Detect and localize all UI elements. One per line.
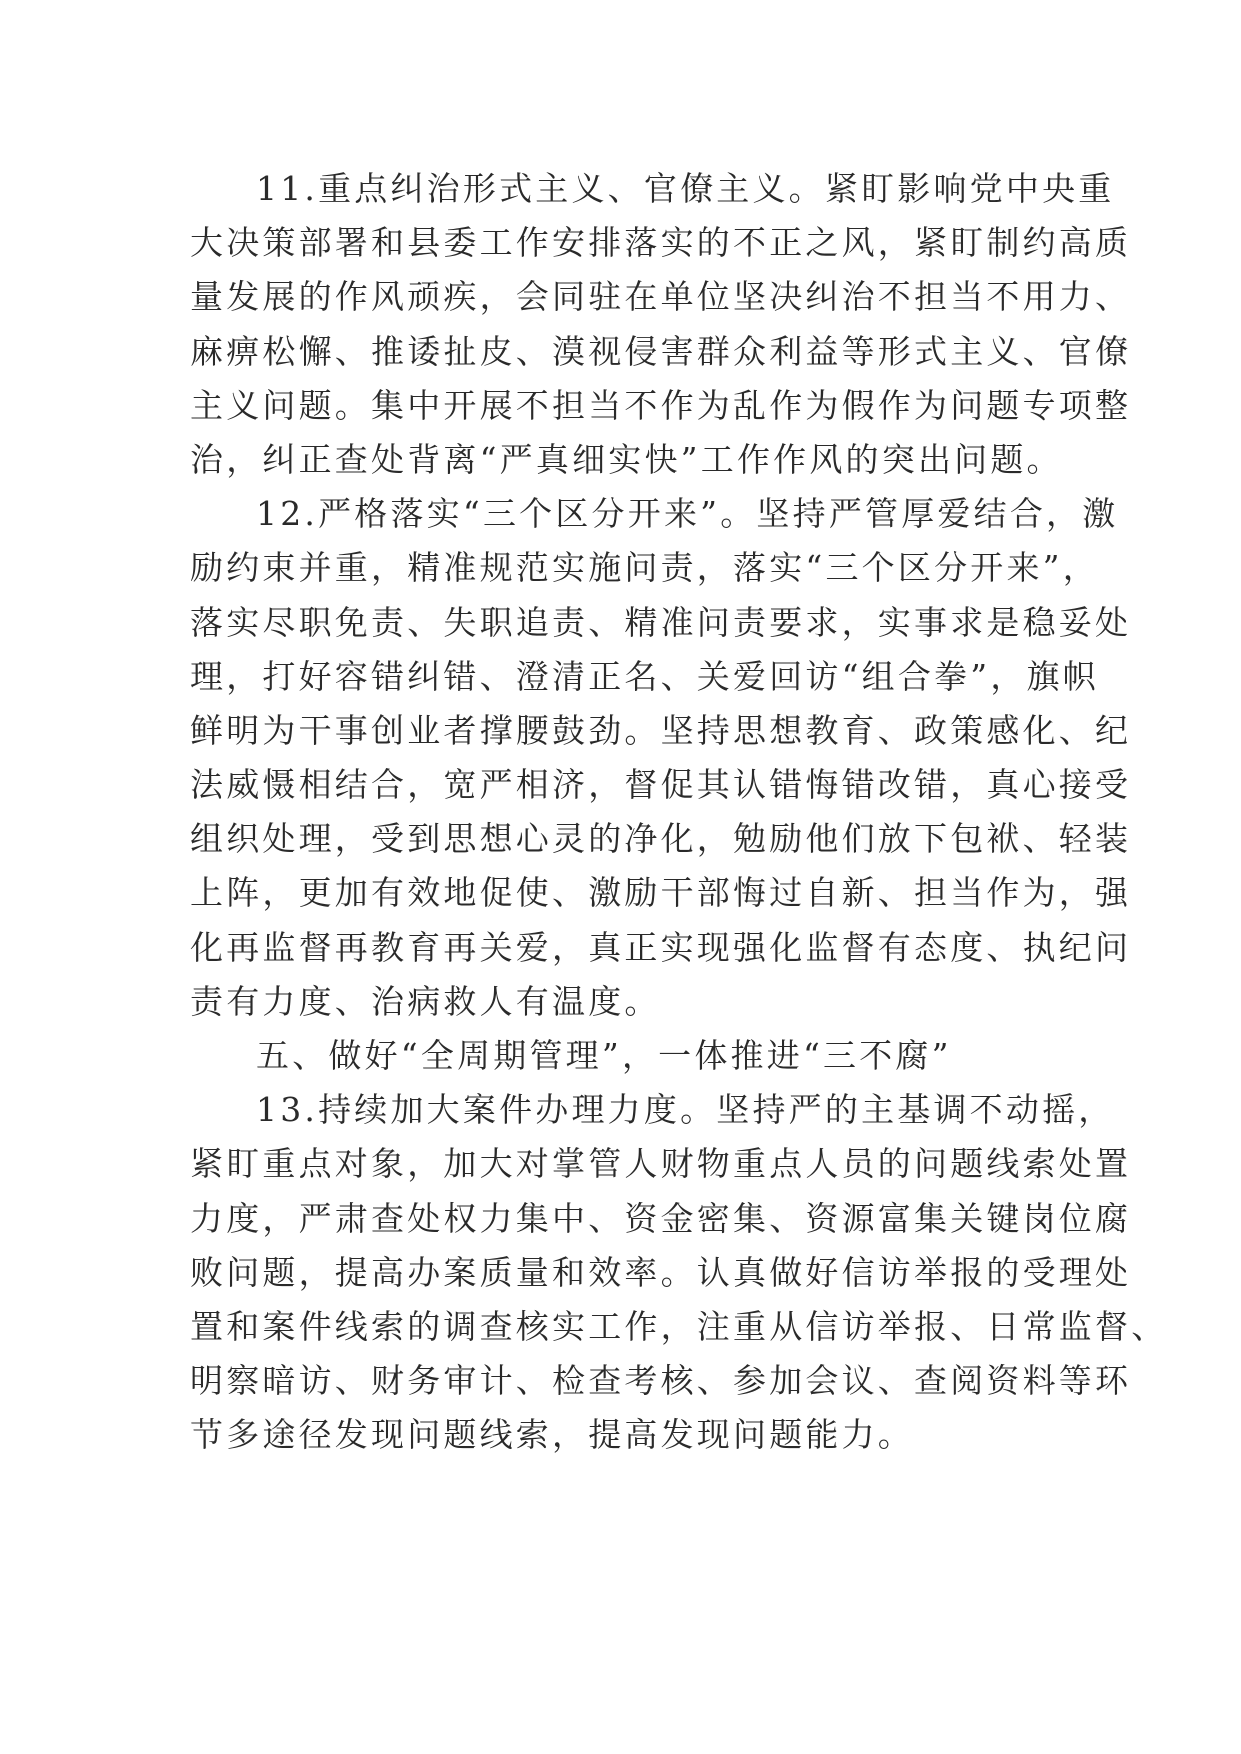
text-line: 麻痹松懈、推诿扯皮、漠视侵害群众利益等形式主义、官僚 [190,331,1132,371]
text-line: 法威慑相结合，宽严相济，督促其认错悔错改错，真心接受 [190,765,1132,805]
text-line: 责有力度、治病救人有温度。 [190,981,661,1021]
text-line: 理，打好容错纠错、澄清正名、关爱回访“组合拳”，旗帜 [190,656,1099,696]
section-heading: 五、做好“全周期管理”，一体推进“三不腐” [256,1036,952,1075]
text-line: 治，纠正查处背离“严真细实快”工作作风的突出问题。 [190,439,1063,479]
text-line: 落实尽职免责、失职追责、精准问责要求，实事求是稳妥处 [190,602,1132,642]
text-line: 上阵，更加有效地促使、激励干部悔过自新、担当作为，强 [190,873,1132,913]
paragraph-12-title-line: 12.严格落实“三个区分开来”。坚持严管厚爱结合，激 [256,494,1119,534]
text-line: 节多途径发现问题线索，提高发现问题能力。 [190,1415,914,1455]
paragraph-11-title-line: 11.重点纠治形式主义、官僚主义。紧盯影响党中央重 [256,169,1115,208]
text-line: 紧盯重点对象，加大对掌管人财物重点人员的问题线索处置 [190,1144,1132,1184]
text-line: 败问题，提高办案质量和效率。认真做好信访举报的受理处 [190,1252,1132,1292]
text-line: 明察暗访、财务审计、检查考核、参加会议、查阅资料等环 [190,1361,1132,1401]
text-line: 鲜明为干事创业者撑腰鼓劲。坚持思想教育、政策感化、纪 [190,710,1132,750]
paragraph-13-title-line: 13.持续加大案件办理力度。坚持严的主基调不动摇， [256,1090,1115,1130]
document-body [190,162,1168,1463]
text-line: 大决策部署和县委工作安排落实的不正之风，紧盯制约高质 [190,223,1132,263]
text-line: 组织处理，受到思想心灵的净化，勉励他们放下包袱、轻装 [190,819,1132,859]
text-line: 化再监督再教育再关爱，真正实现强化监督有态度、执纪问 [190,927,1132,967]
text-line: 主义问题。集中开展不担当不作为乱作为假作为问题专项整 [190,385,1132,425]
text-line: 力度，严肃查处权力集中、资金密集、资源富集关键岗位腐 [190,1198,1132,1238]
text-line: 励约束并重，精准规范实施问责，落实“三个区分开来”， [190,548,1099,588]
text-line: 量发展的作风顽疾，会同驻在单位坚决纠治不担当不用力、 [190,277,1132,317]
text-line: 置和案件线索的调查核实工作，注重从信访举报、日常监督、 [190,1306,1168,1346]
